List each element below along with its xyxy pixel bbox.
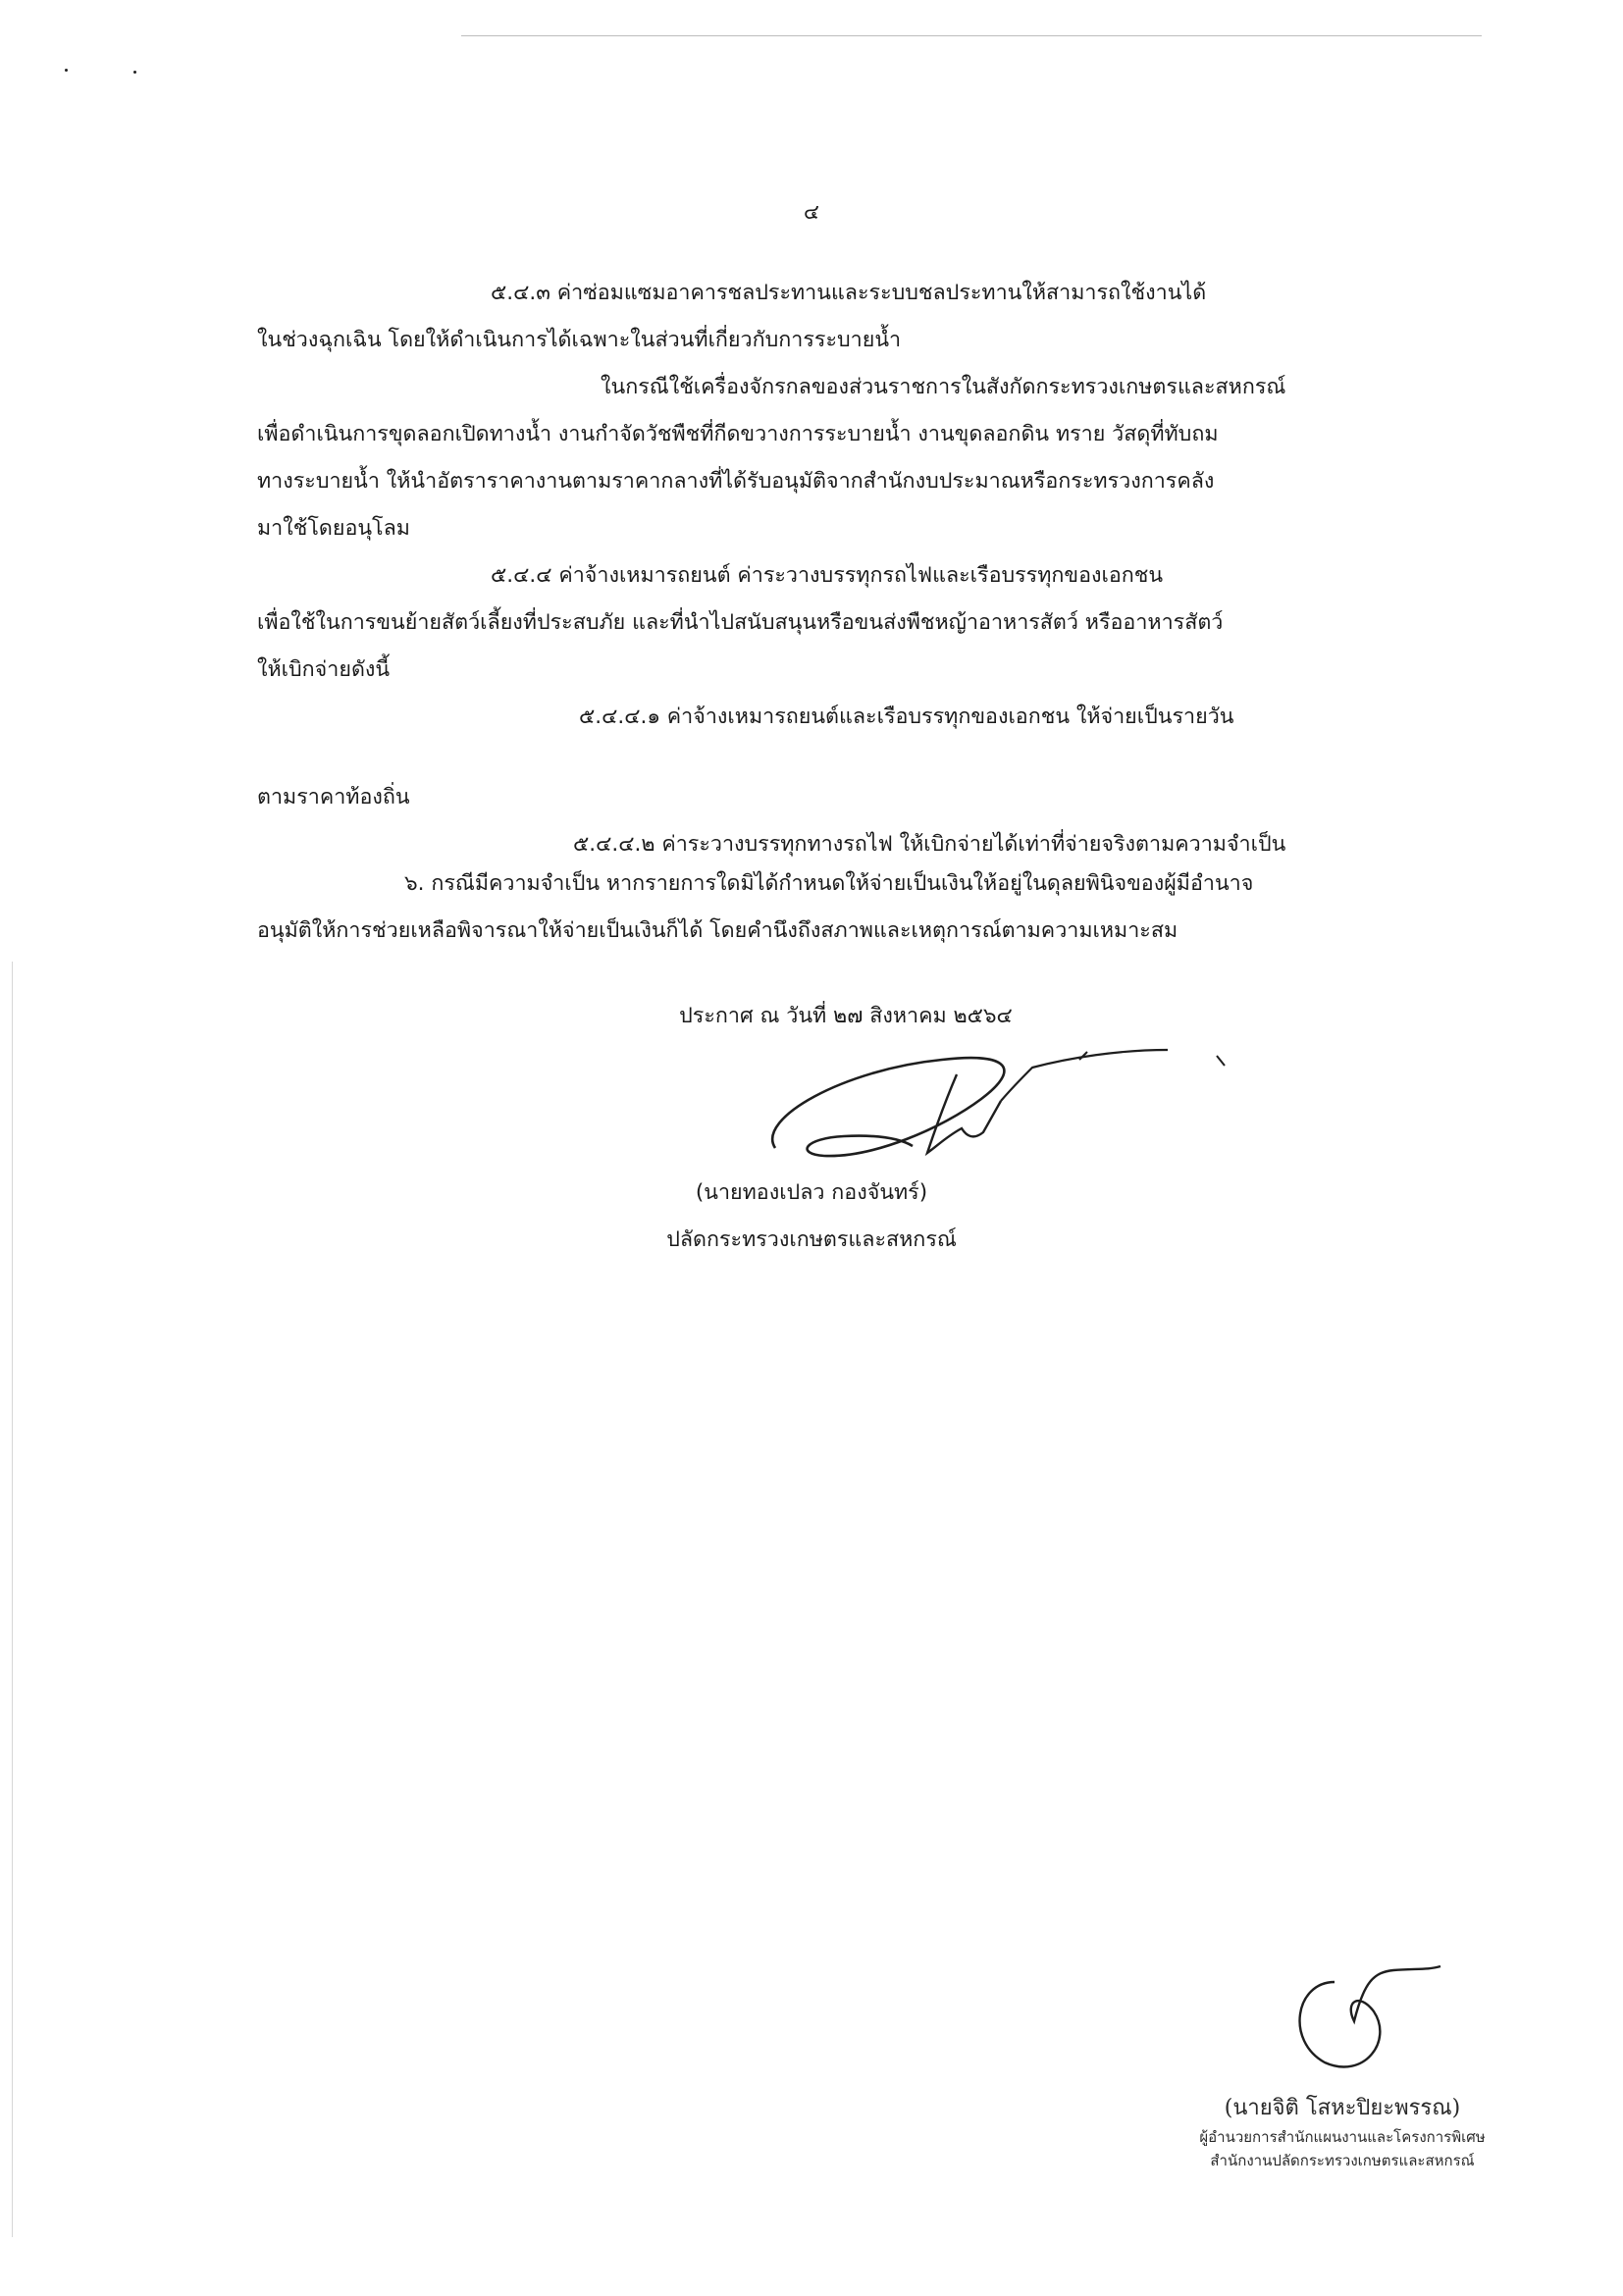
signature-initial [1266,1953,1452,2090]
countersign-role: ผู้อำนวยการสำนักแผนงานและโครงการพิเศษ [1199,2128,1486,2146]
paragraph-line: ๕.๔.๔ ค่าจ้างเหมารถยนต์ ค่าระวางบรรทุกรถไฟและเรือบรรทุกของเอกชน [491,563,1164,588]
scan-dot [133,71,136,74]
scan-artifact-left [12,962,13,2237]
paragraph-line: ให้เบิกจ่ายดังนี้ [257,657,391,682]
signatory-title: ปลัดกระทรวงเกษตรและสหกรณ์ [666,1227,957,1252]
signature-main [756,1030,1266,1177]
scan-dot [65,69,68,72]
signatory-name: (นายทองเปลว กองจันทร์) [695,1180,928,1205]
paragraph-line: เพื่อใช้ในการขนย้ายสัตว์เลี้ยงที่ประสบภัย และที่นำไปสนับสนุนหรือขนส่งพืชหญ้าอาหารสัตว์ หรืออาหารสัตว์ [257,610,1224,635]
countersign-name: (นายจิติ โสหะปิยะพรรณ) [1224,2096,1461,2120]
paragraph-line: ในกรณีใช้เครื่องจักรกลของส่วนราชการในสังกัดกระทรวงเกษตรและสหกรณ์ [601,375,1286,399]
paragraph-line: ตามราคาท้องถิ่น [257,785,410,809]
paragraph-line: ๕.๔.๔.๑ ค่าจ้างเหมารถยนต์และเรือบรรทุกของเอกชน ให้จ่ายเป็นรายวัน [579,704,1234,729]
paragraph-line: ๕.๔.๔.๒ ค่าระวางบรรทุกทางรถไฟ ให้เบิกจ่ายได้เท่าที่จ่ายจริงตามความจำเป็น [573,832,1286,857]
paragraph-line: เพื่อดำเนินการขุดลอกเปิดทางน้ำ งานกำจัดวัชพืชที่กีดขวางการระบายน้ำ งานขุดลอกดิน ทราย วัสดุที่ทับถม [257,422,1219,446]
announcement-date: ประกาศ ณ วันที่ ๒๗ สิงหาคม ๒๕๖๔ [679,1004,1013,1028]
paragraph-line: อนุมัติให้การช่วยเหลือพิจารณาให้จ่ายเป็นเงินก็ได้ โดยคำนึงถึงสภาพและเหตุการณ์ตามความเหมาะสม [257,918,1178,943]
paragraph-line: ๖. กรณีมีความจำเป็น หากรายการใดมิได้กำหนดให้จ่ายเป็นเงินให้อยู่ในดุลยพินิจของผู้มีอำนาจ [404,871,1254,896]
document-body [257,270,1435,955]
paragraph-line: ๕.๔.๓ ค่าซ่อมแซมอาคารชลประทานและระบบชลประทานให้สามารถใช้งานได้ [491,281,1207,305]
countersign-office: สำนักงานปลัดกระทรวงเกษตรและสหกรณ์ [1210,2152,1475,2169]
paragraph-line: มาใช้โดยอนุโลม [257,516,410,541]
paragraph-line: ในช่วงฉุกเฉิน โดยให้ดำเนินการได้เฉพาะในส่วนที่เกี่ยวกับการระบายน้ำ [257,328,902,352]
scan-artifact-top [461,35,1482,36]
paragraph-line: ทางระบายน้ำ ให้นำอัตราราคางานตามราคากลางที่ได้รับอนุมัติจากสำนักงบประมาณหรือกระทรวงการคลัง [257,469,1215,494]
page-number: ๔ [804,200,819,224]
